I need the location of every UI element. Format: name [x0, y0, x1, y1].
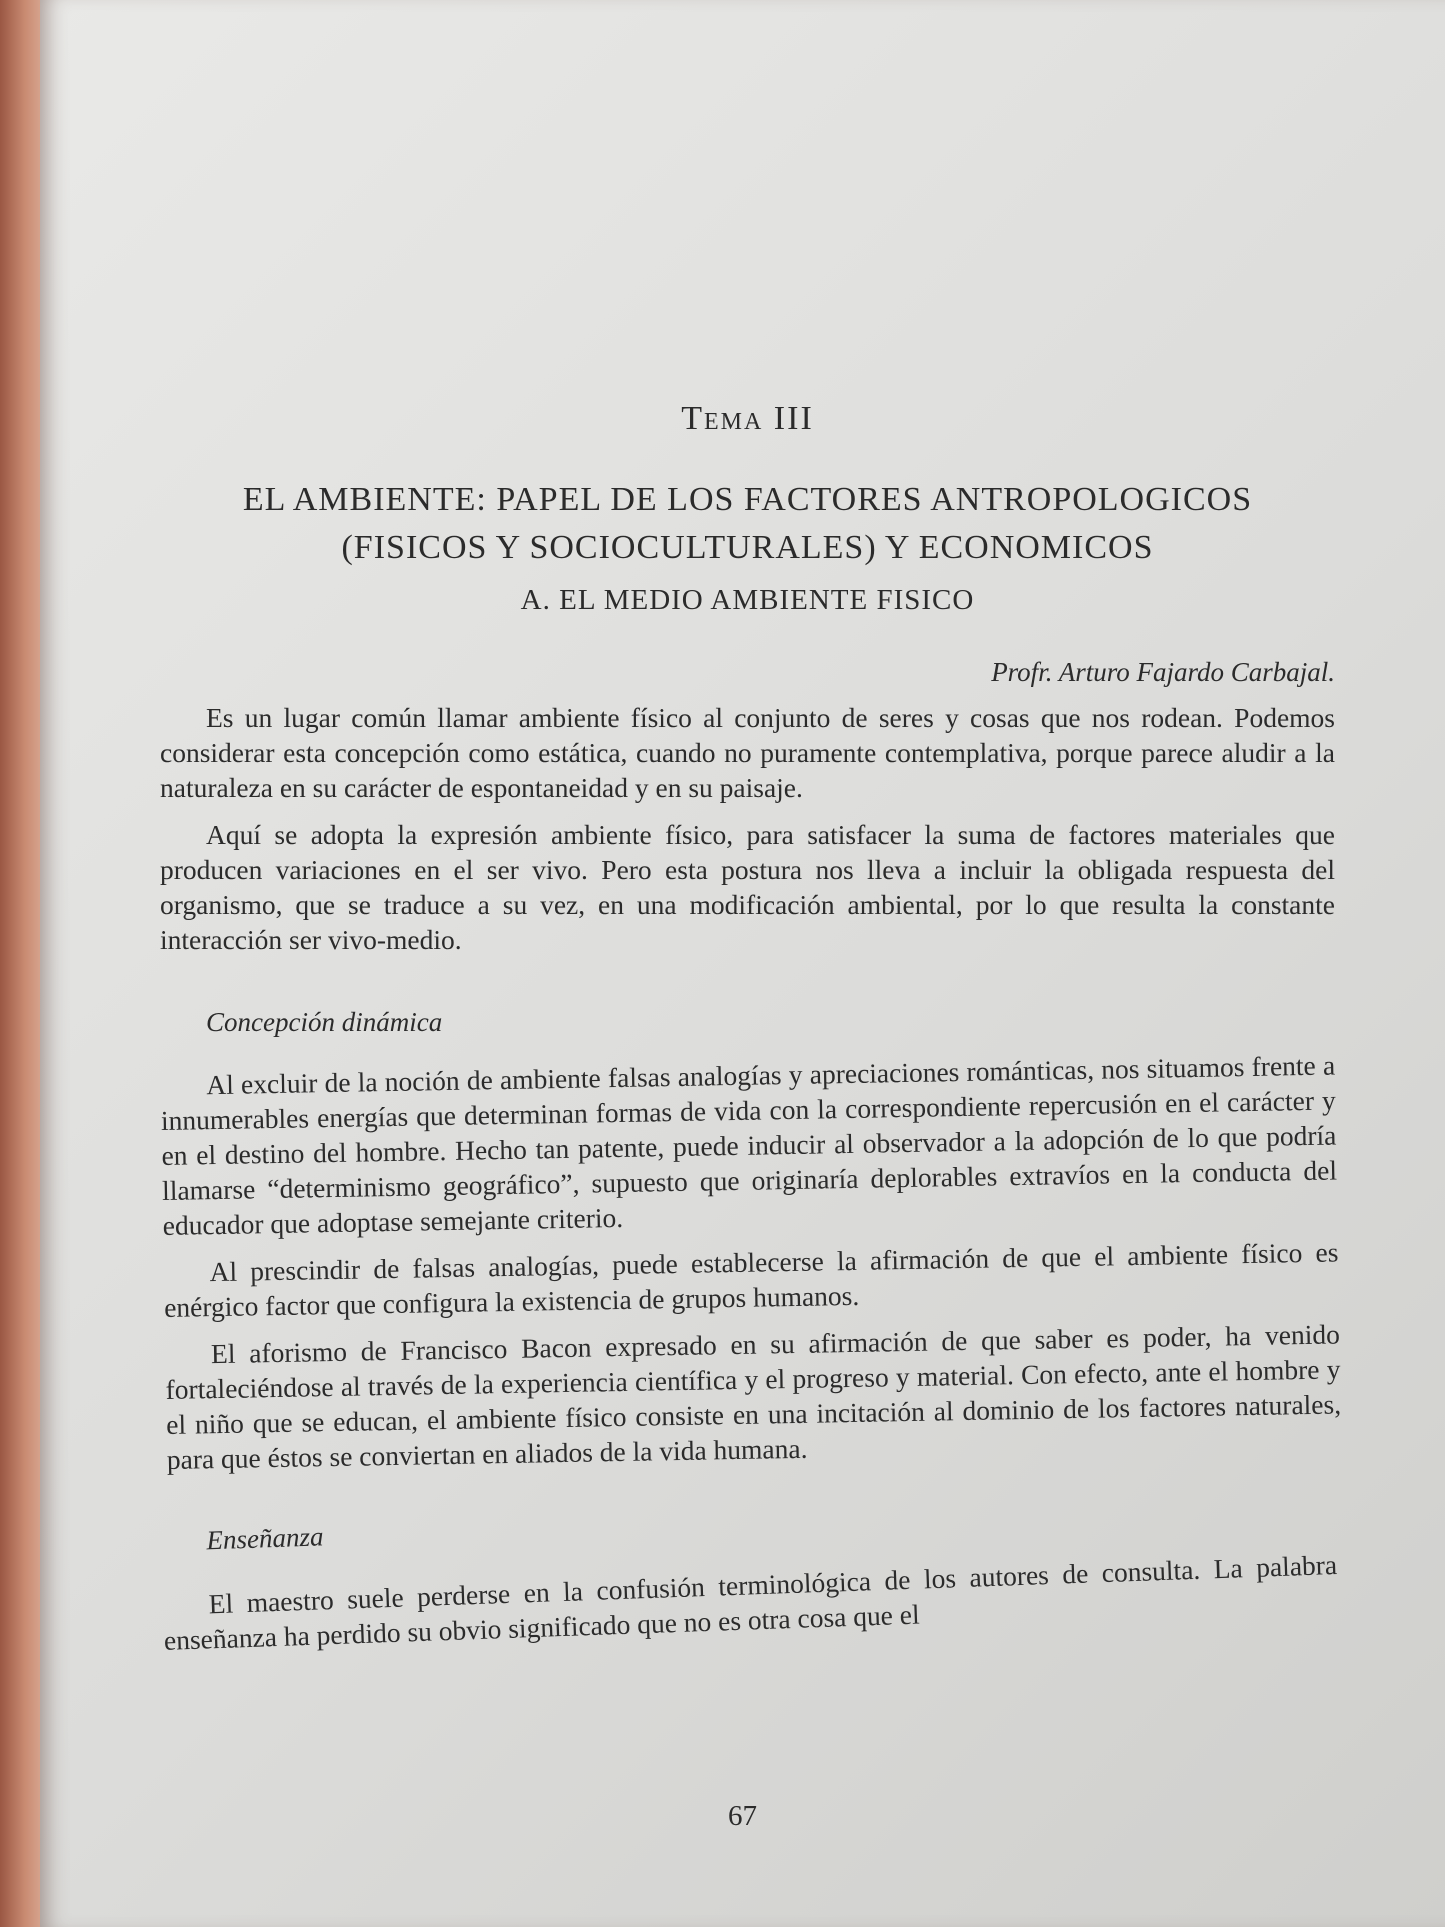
author-line: Profr. Arturo Fajardo Carbajal.: [991, 657, 1335, 687]
section-body: [160, 1047, 1342, 1476]
page-content: [160, 400, 1342, 1670]
section-heading: Enseñanza: [205, 1521, 324, 1556]
paragraph: El aforismo de Francisco Bacon expresado en su afirmación de que saber es poder, ha venido fortaleciéndose al través de la experiencia científica y el progreso y material. Con efecto, ante el hombre y el niño que se educan, el ambiente físico consiste en una incitación al dominio de los factores naturales, para que éstos se conviertan en aliados de la vida humana.: [165, 1318, 1342, 1475]
paragraph: Al prescindir de falsas analogías, puede establecerse la afirmación de que el ambiente físico es enérgico factor que configura la existencia de grupos humanos.: [163, 1236, 1339, 1323]
page-number: 67: [728, 1800, 757, 1832]
paragraph: El maestro suele perderse en la confusión terminológica de los autores de consulta. La palabra enseñanza ha perdido su obvio significado que no es otra cosa que el: [163, 1548, 1338, 1656]
book-page: [40, 0, 1445, 1927]
chapter-title-line-1: EL AMBIENTE: PAPEL DE LOS FACTORES ANTROPOLOGICOS: [242, 481, 1253, 518]
chapter-title: [160, 476, 1335, 572]
paragraph: Al excluir de la noción de ambiente falsas analogías y apreciaciones románticas, nos situamos frente a innumerables energías que determinan formas de vida con la correspondiente repercusión en el carácter y en el destino del hombre. Hecho tan patente, puede inducir al observador a la adopción de lo que podría llamarse “determinismo geográfico”, supuesto que originaría deplorables extravíos en la conducta del educador que adoptase semejante criterio.: [160, 1049, 1338, 1241]
section-subtitle: A. EL MEDIO AMBIENTE FISICO: [520, 584, 975, 616]
paragraph: Es un lugar común llamar ambiente físico al conjunto de seres y cosas que nos rodean. Podemos considerar esta concepción como estática, cuando no puramente contemplativa, porque parece aludir a la naturaleza en su carácter de espontaneidad y en su paisaje.: [160, 702, 1335, 803]
section-heading: Concepción dinámica: [206, 1007, 443, 1037]
section-body: [160, 1486, 1339, 1658]
paragraph: Aquí se adopta la expresión ambiente físico, para satisfacer la suma de factores materiales que producen variaciones en el ser vivo. Pero esta postura nos lleva a incluir la obligada respuesta del organismo, que se traduce a su vez, en una modificación ambiental, por lo que resulta la constante interacción ser vivo-medio.: [160, 819, 1335, 955]
chapter-title-line-2: (FISICOS Y SOCIOCULTURALES) Y ECONOMICOS: [341, 529, 1154, 566]
book-spine: [0, 0, 42, 1927]
chapter-label: Tema III: [681, 400, 814, 437]
